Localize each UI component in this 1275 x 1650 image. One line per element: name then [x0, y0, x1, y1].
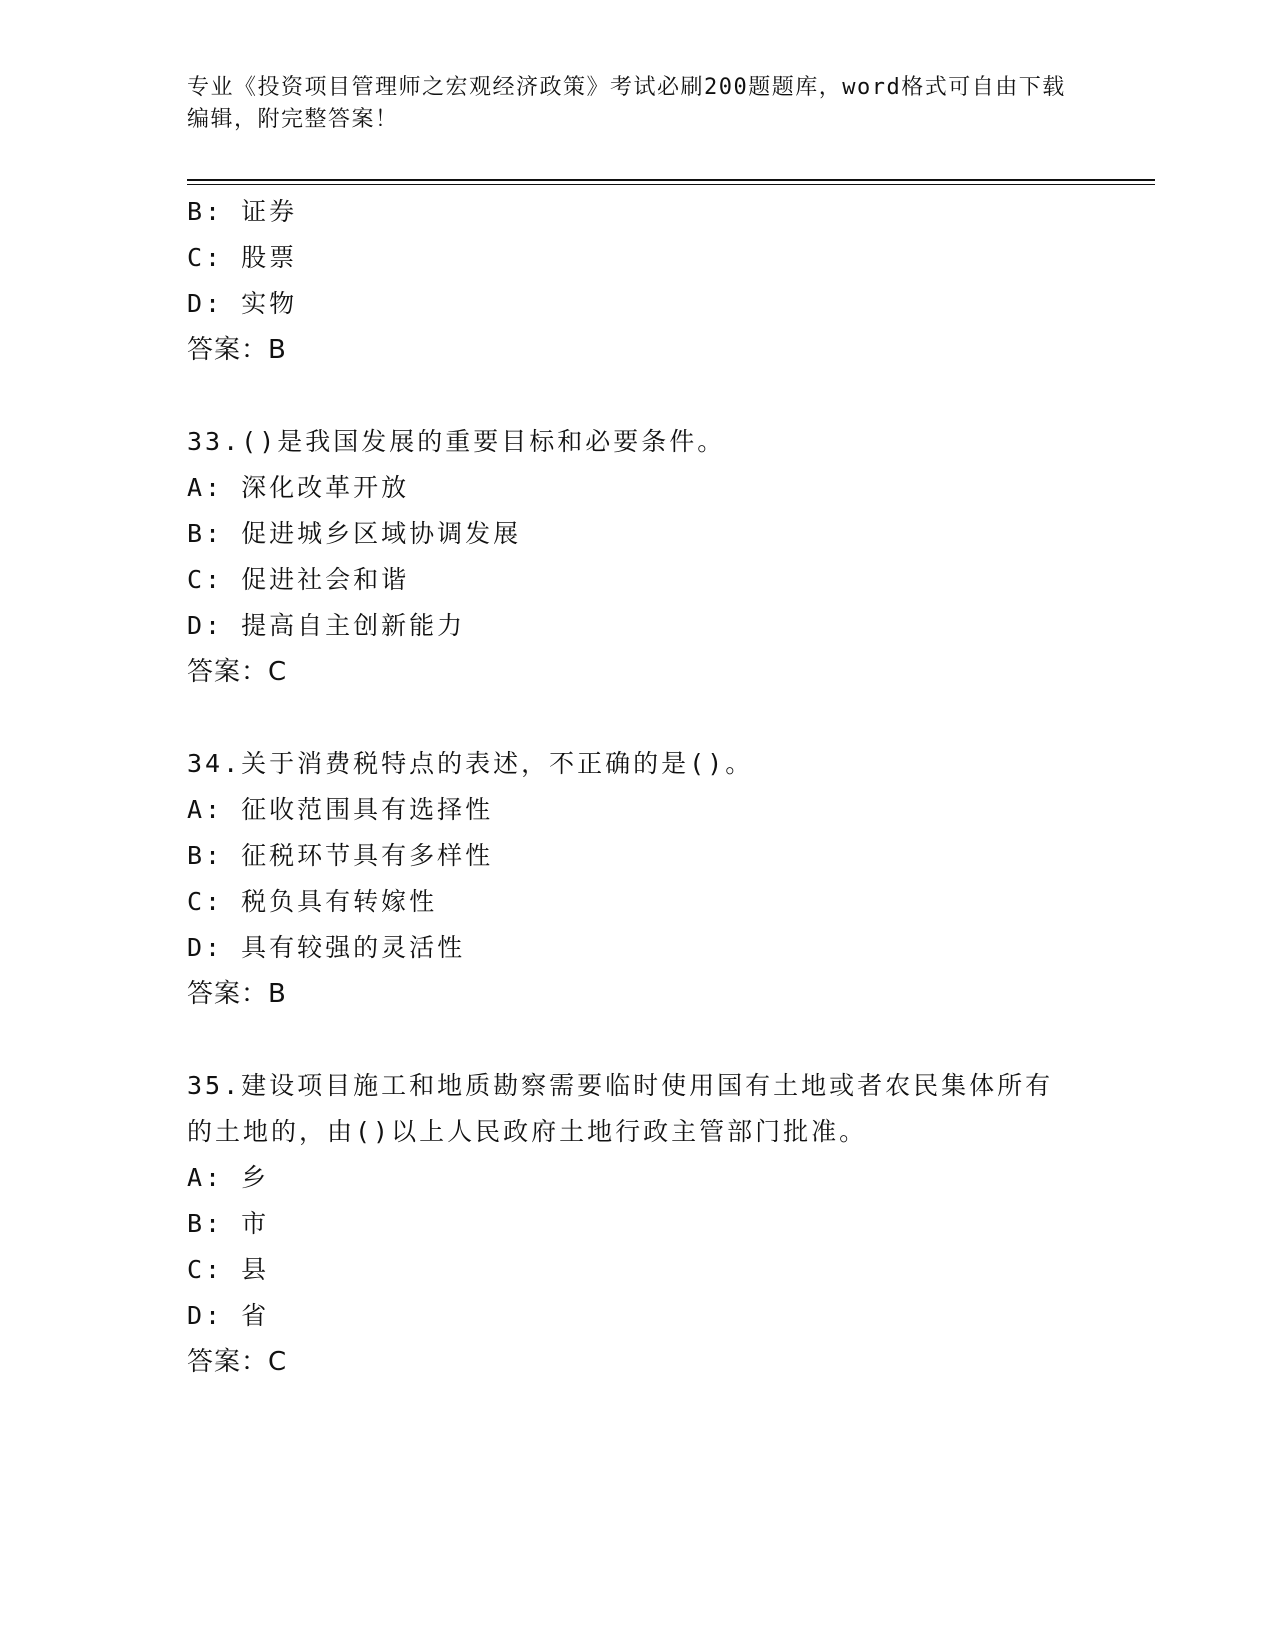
- option-d: D: 实物: [187, 289, 298, 318]
- question-34: [187, 741, 1087, 1017]
- header-divider-thin: [187, 184, 1155, 185]
- option-b: B: 征税环节具有多样性: [187, 841, 494, 870]
- option-c: C: 促进社会和谐: [187, 565, 410, 594]
- option-b: B: 促进城乡区域协调发展: [187, 519, 522, 548]
- document-intro: 专业《投资项目管理师之宏观经济政策》考试必刷200题题库，word格式可自由下载编辑，附完整答案！: [187, 75, 1066, 132]
- option-d: D: 具有较强的灵活性: [187, 933, 466, 962]
- question-35: [187, 1063, 1087, 1385]
- option-a: A: 深化改革开放: [187, 473, 410, 502]
- question-33: [187, 419, 1087, 695]
- question-list: [187, 189, 1087, 1385]
- option-c: C: 税负具有转嫁性: [187, 887, 438, 916]
- question-stem-line-1: 35.建设项目施工和地质勘察需要临时使用国有土地或者农民集体所有: [187, 1071, 1054, 1100]
- option-d: D: 省: [187, 1301, 270, 1330]
- option-a: A: 乡: [187, 1163, 270, 1192]
- option-b: B: 证券: [187, 197, 298, 226]
- option-b: B: 市: [187, 1209, 270, 1238]
- answer-line: 答案：B: [187, 335, 287, 365]
- answer-line: 答案：C: [187, 657, 288, 687]
- option-d: D: 提高自主创新能力: [187, 611, 466, 640]
- header-divider-thick: [187, 179, 1155, 181]
- option-a: A: 征收范围具有选择性: [187, 795, 494, 824]
- answer-line: 答案：C: [187, 1347, 288, 1377]
- question-stem-line-2: 的土地的，由()以上人民政府土地行政主管部门批准。: [187, 1117, 868, 1146]
- option-c: C: 股票: [187, 243, 298, 272]
- question-stem: 33.()是我国发展的重要目标和必要条件。: [187, 427, 726, 456]
- carryover-question: [187, 189, 1087, 373]
- option-c: C: 县: [187, 1255, 270, 1284]
- question-stem: 34.关于消费税特点的表述，不正确的是()。: [187, 749, 754, 778]
- answer-line: 答案：B: [187, 979, 287, 1009]
